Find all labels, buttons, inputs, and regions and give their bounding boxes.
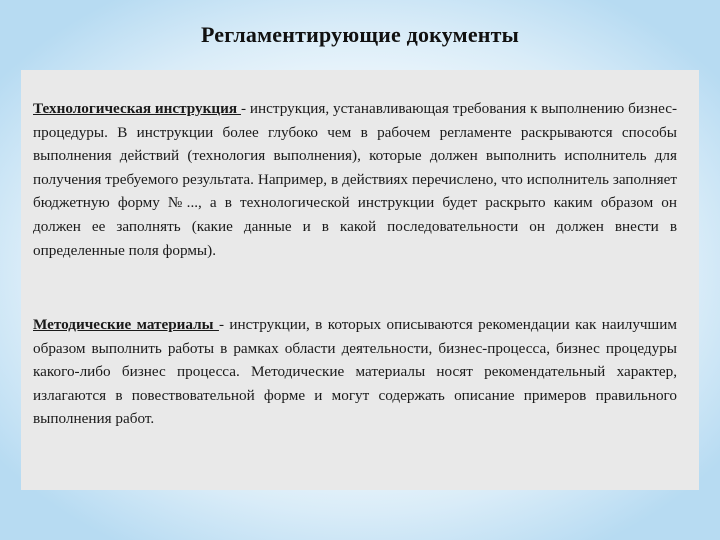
slide-title: Регламентирующие документы (200, 22, 520, 47)
definition-methodical-materials: - инструкции, в которых описываются рекомендации как наилучшим образом выполнить работы в рамках области деятельности, бизнес-процесса, бизнес процедуры какого-либо бизнес процесса. Методические материалы носят рекомендательный характер, излагаются в повествовательной форме и могут содержать описание примеров правильного выполнения работ. (33, 316, 677, 428)
paragraph-technological-instruction (33, 97, 677, 262)
content-panel (21, 70, 699, 490)
term-technological-instruction: Технологическая инструкция (33, 100, 241, 117)
paragraph-methodical-materials (33, 313, 677, 431)
term-methodical-materials: Методические материалы (33, 316, 219, 333)
definition-technological-instruction: - инструкция, устанавливающая требования к выполнению бизнес-процедуры. В инструкции более глубоко чем в рабочем регламенте раскрываются способы выполнения действий (технология выполнения), которые должен выполнить исполнитель для получения требуемого результата. Например, в действиях перечислено, что исполнитель заполняет бюджетную форму №..., а в технологической инструкции будет раскрыто каким образом он должен ее заполнять (какие данные и в какой последовательности он должен внести в определенные поля формы). (33, 100, 678, 259)
